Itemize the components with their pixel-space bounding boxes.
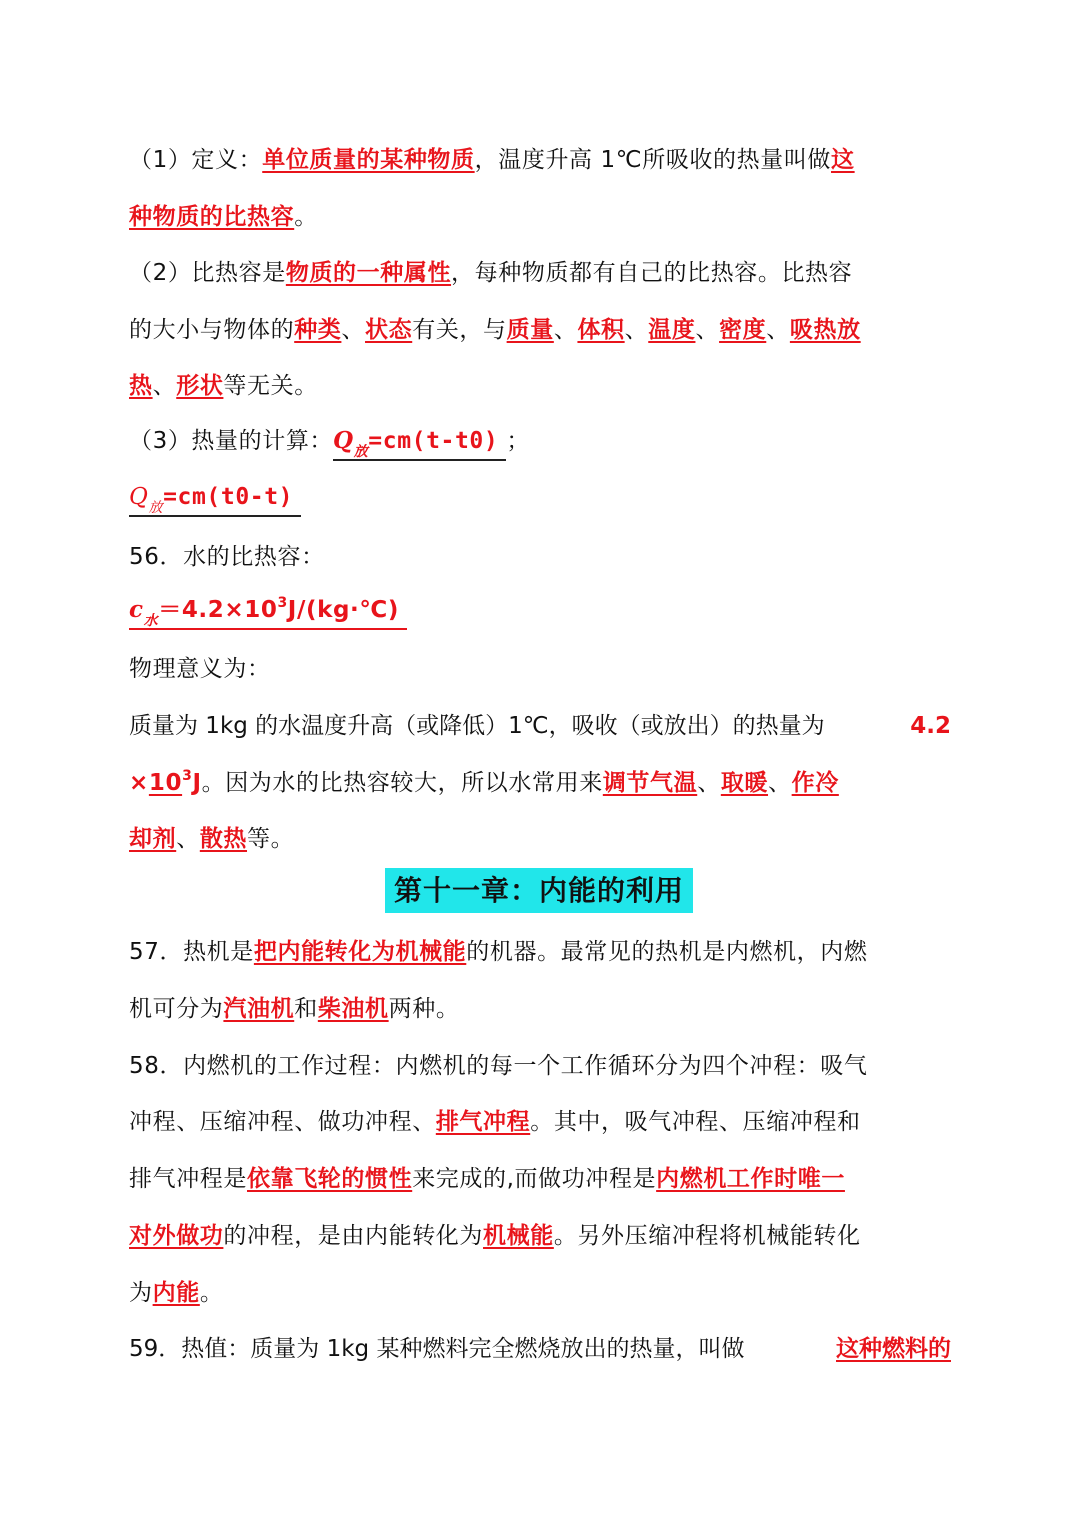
formula-blank <box>129 482 301 517</box>
meaning-line-3: 却剂、散热等。 <box>129 826 295 852</box>
meaning-line-1 <box>129 711 951 741</box>
text: ； <box>506 428 530 454</box>
value: 4.2 <box>910 713 951 739</box>
text: 来完成的,而做功冲程是 <box>412 1166 657 1192</box>
item-58-line-2 <box>129 1107 951 1137</box>
text: 。另外压缩冲程将机械能转化 <box>553 1223 861 1249</box>
answer-blank: 调节气温 <box>602 770 698 796</box>
def-line-2 <box>129 202 951 232</box>
answer-blank: 形状 <box>176 373 224 399</box>
answer-blank: 吸热放 <box>789 317 861 343</box>
formula-subscript: 放 <box>148 500 164 516</box>
text: 为 <box>129 1280 153 1306</box>
text: ，温度升高 1℃所吸收的热量叫做 <box>474 147 832 173</box>
text: 。其中，吸气冲程、压缩冲程和 <box>530 1109 861 1135</box>
formula-unit: J/(kg·℃) <box>287 597 399 623</box>
answer-blank: 种物质的比热容 <box>129 204 295 230</box>
item-58-line-3 <box>129 1164 951 1194</box>
chapter-heading: 第十一章：内能的利用 <box>385 868 693 913</box>
text: 59．热值：质量为 1kg 某种燃料完全燃烧放出的热量，叫做 <box>129 1336 745 1362</box>
text: （2）比热容是 <box>129 260 286 286</box>
formula-symbol: Q <box>129 484 149 510</box>
text: 。因为水的比热容较大，所以水常用来 <box>201 770 603 796</box>
text: 、 <box>152 373 177 399</box>
formula: =cm(t0-t) <box>163 484 294 510</box>
text: 的大小与物体的 <box>129 317 295 343</box>
text: 58．内燃机的工作过程：内燃机的每一个工作循环分为四个冲程：吸气 <box>129 1053 868 1079</box>
item-58-line-1 <box>129 1051 951 1081</box>
meaning-line-2: $\times 10^3J$。因为水的比热容较大，所以水常用来调节气温、取暖、作冷 <box>129 768 839 796</box>
text: 有关，与 <box>412 317 507 343</box>
answer-blank: 把内能转化为机械能 <box>253 939 467 965</box>
answer-blank: 温度 <box>648 317 696 343</box>
answer-blank: 质量 <box>506 317 554 343</box>
meaning-label <box>129 654 951 684</box>
text: 质量为 1kg 的水温度升高（或降低）1℃，吸收（或放出）的热量为 <box>129 713 825 739</box>
answer-blank: 物质的一种属性 <box>285 260 452 286</box>
formula-exponent: 3 <box>277 595 288 611</box>
formula-subscript: 水 <box>143 613 159 629</box>
text: 、 <box>624 317 649 343</box>
answer-blank: 排气冲程 <box>435 1109 531 1135</box>
formula-blank <box>333 426 506 461</box>
text: 和 <box>294 996 318 1022</box>
value: × <box>129 770 149 796</box>
text: 排气冲程是 <box>129 1166 247 1192</box>
answer-blank: 取暖 <box>720 770 769 796</box>
answer-blank: 状态 <box>365 317 413 343</box>
formula-blank <box>129 595 407 630</box>
answer-blank: 密度 <box>719 317 767 343</box>
answer-blank: 体积 <box>577 317 625 343</box>
item-57-line-1 <box>129 937 951 967</box>
formula-subscript: 放 <box>353 444 369 460</box>
item-57-line-2 <box>129 994 951 1024</box>
formula-symbol: c <box>129 596 144 623</box>
text: 57．热机是 <box>129 939 254 965</box>
value: 10 <box>148 770 183 796</box>
text: （3）热量的计算： <box>129 428 334 454</box>
answer-blank: 种类 <box>294 317 342 343</box>
text: 机可分为 <box>129 996 224 1022</box>
answer-blank: 这 <box>831 147 855 173</box>
text: 。 <box>294 204 318 230</box>
item-58-line-5 <box>129 1278 951 1308</box>
text: ，每种物质都有自己的比热容。比热容 <box>451 260 853 286</box>
answer-blank: 汽油机 <box>223 996 295 1022</box>
text: 等。 <box>247 826 295 852</box>
answer-blank: 这种燃料的 <box>836 1336 951 1362</box>
value-unit: J <box>192 770 202 796</box>
value-exponent: 3 <box>182 768 193 784</box>
answer-blank: 内能 <box>152 1280 200 1306</box>
property-line-2 <box>129 315 951 345</box>
answer-blank: 热 <box>129 373 153 399</box>
text: 冲程、压缩冲程、做功冲程、 <box>129 1109 436 1135</box>
answer-blank: 对外做功 <box>129 1223 224 1249</box>
text: 的冲程，是由内能转化为 <box>223 1223 484 1249</box>
text: 的机器。最常见的热机是内燃机，内燃 <box>466 939 868 965</box>
calc-line-2 <box>129 482 951 517</box>
answer-blank: 机械能 <box>483 1223 554 1249</box>
text: 。 <box>199 1280 224 1306</box>
calc-line-1 <box>129 426 951 461</box>
answer-blank: 内燃机工作时唯一 <box>656 1166 845 1192</box>
formula: =cm(t-t0) <box>368 428 499 454</box>
item-58-line-4 <box>129 1221 951 1251</box>
answer-blank: 单位质量的某种物质 <box>262 147 475 173</box>
item-56-title <box>129 542 951 572</box>
text: 、 <box>553 317 578 343</box>
text: 56．水的比热容： <box>129 544 325 570</box>
formula: 10 <box>244 597 278 623</box>
answer-blank: 柴油机 <box>317 996 389 1022</box>
answer-blank: 作冷 <box>791 770 839 796</box>
item-59-line-1 <box>129 1334 951 1364</box>
formula-symbol: Q <box>333 427 354 454</box>
answer-blank: 散热 <box>199 826 248 852</box>
property-line-3 <box>129 371 951 401</box>
text: 、 <box>766 317 790 343</box>
text: 、 <box>341 317 366 343</box>
item-56-formula <box>129 595 951 630</box>
def-line-1 <box>129 145 951 175</box>
answer-blank: 却剂 <box>129 826 177 852</box>
text: 物理意义为： <box>129 656 271 682</box>
answer-blank: 依靠飞轮的惯性 <box>247 1166 413 1192</box>
text: 、 <box>695 317 720 343</box>
text: （1）定义： <box>129 147 263 173</box>
property-line-1 <box>129 258 951 288</box>
text: 等无关。 <box>223 373 318 399</box>
text: 两种。 <box>388 996 460 1022</box>
formula: ＝4.2× <box>158 597 245 623</box>
